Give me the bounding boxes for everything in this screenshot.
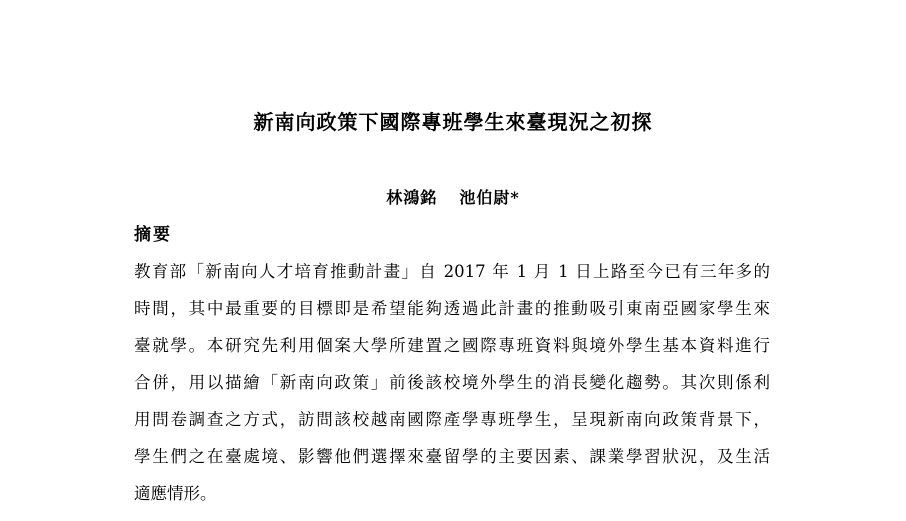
abstract-body: [134, 258, 770, 517]
abstract-line: 學生們之在臺處境、影響他們選擇來臺留學的主要因素、課業學習狀況，及生活: [134, 447, 770, 466]
abstract-line: 臺就學。本研究先利用個案大學所建置之國際專班資料與境外學生基本資料進行: [134, 336, 770, 355]
author-name: 林鴻銘: [386, 188, 438, 207]
abstract-line: 時間，其中最重要的目標即是希望能夠透過此計畫的推動吸引東南亞國家學生來: [134, 299, 770, 318]
author-line: [0, 186, 906, 210]
author-name: 池伯尉*: [459, 188, 520, 207]
abstract-line: 合併，用以描繪「新南向政策」前後該校境外學生的消長變化趨勢。其次則係利: [134, 373, 770, 392]
abstract-heading: 摘要: [134, 225, 172, 245]
paper-title: 新南向政策下國際專班學生來臺現況之初探: [253, 110, 653, 134]
abstract-line: 用問卷調查之方式，訪問該校越南國際產學專班學生，呈現新南向政策背景下，: [134, 410, 770, 429]
abstract-line: 適應情形。: [134, 484, 217, 503]
abstract-line: 教育部「新南向人才培育推動計畫」自 2017 年 1 月 1 日上路至今已有三年多的: [134, 262, 770, 281]
